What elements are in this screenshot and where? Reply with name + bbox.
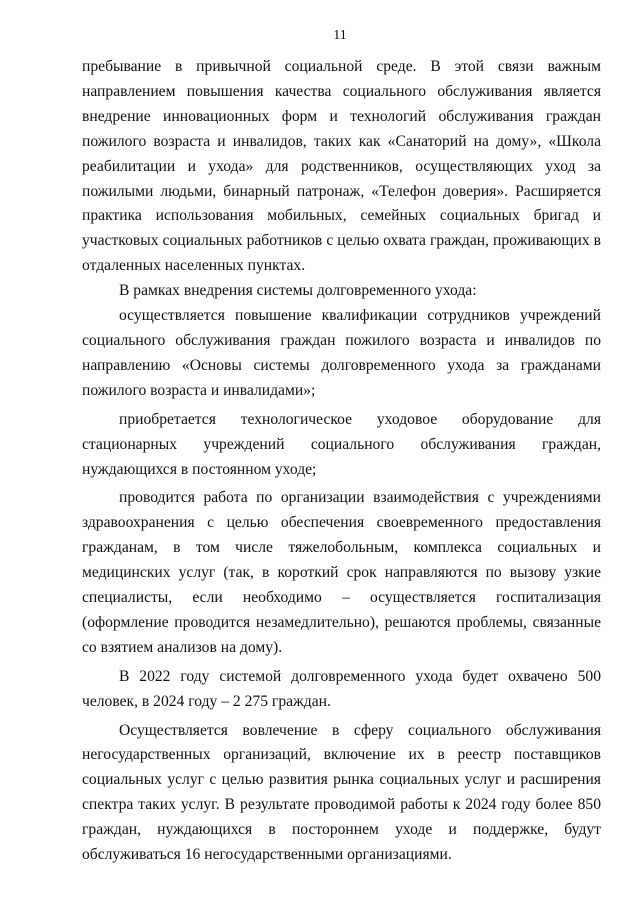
paragraph-continuation: пребывание в привычной социальной среде. В этой связи важным направлением повышения качества социального обслуживания является внедрение инновационных форм и технологий обслуживания граждан пожилого возраста и инвалидов, таких как «Санаторий на дому», «Школа реабилитации и ухода» для родственников, осуществляющих уход за пожилыми людьми, бинарный патронаж, «Телефон доверия». Расширяется практика использования мобильных, семейных социальных бригад и участковых социальных работников с целью охвата граждан, проживающих в отдаленных населенных пунктах. bbox=[82, 58, 601, 275]
paragraph-equipment: приобретается технологическое уходовое оборудование для стационарных учреждений социального обслуживания граждан, нуждающихся в постоянном уходе; bbox=[82, 410, 601, 478]
paragraph-coverage-figures: В 2022 году системой долговременного ухода будет охвачено 500 человек, в 2024 году – 2 275 граждан. bbox=[82, 667, 601, 710]
paragraph-qualification: осуществляется повышение квалификации сотрудников учреждений социального обслуживания граждан пожилого возраста и инвалидов по направлению «Основы системы долговременного ухода за гражданами пожилого возраста и инвалидами»; bbox=[82, 307, 601, 399]
paragraph-healthcare-cooperation: проводится работа по организации взаимодействия с учреждениями здравоохранения с целью обеспечения своевременного предоставления гражданам, в том числе тяжелобольным, комплекса социальных и медицинских услуг (так, в короткий срок направляются по вызову узкие специалисты, если необходимо – осуществляется госпитализация (оформление проводится незамедлительно), решаются проблемы, связанные со взятием анализов на дому). bbox=[82, 489, 601, 656]
paragraph-ltc-intro: В рамках внедрения системы долговременного ухода: bbox=[119, 282, 477, 300]
document-body bbox=[82, 55, 601, 868]
page-number: 11 bbox=[333, 28, 347, 43]
paragraph-nongovernmental-organizations: Осуществляется вовлечение в сферу социального обслуживания негосударственных организаций, включение их в реестр поставщиков социальных услуг с целью развития рынка социальных услуг и расширения спектра таких услуг. В результате проводимой работы к 2024 году более 850 граждан, нуждающихся в постороннем уходе и поддержке, будут обслуживаться 16 негосударственными организациями. bbox=[82, 721, 601, 864]
